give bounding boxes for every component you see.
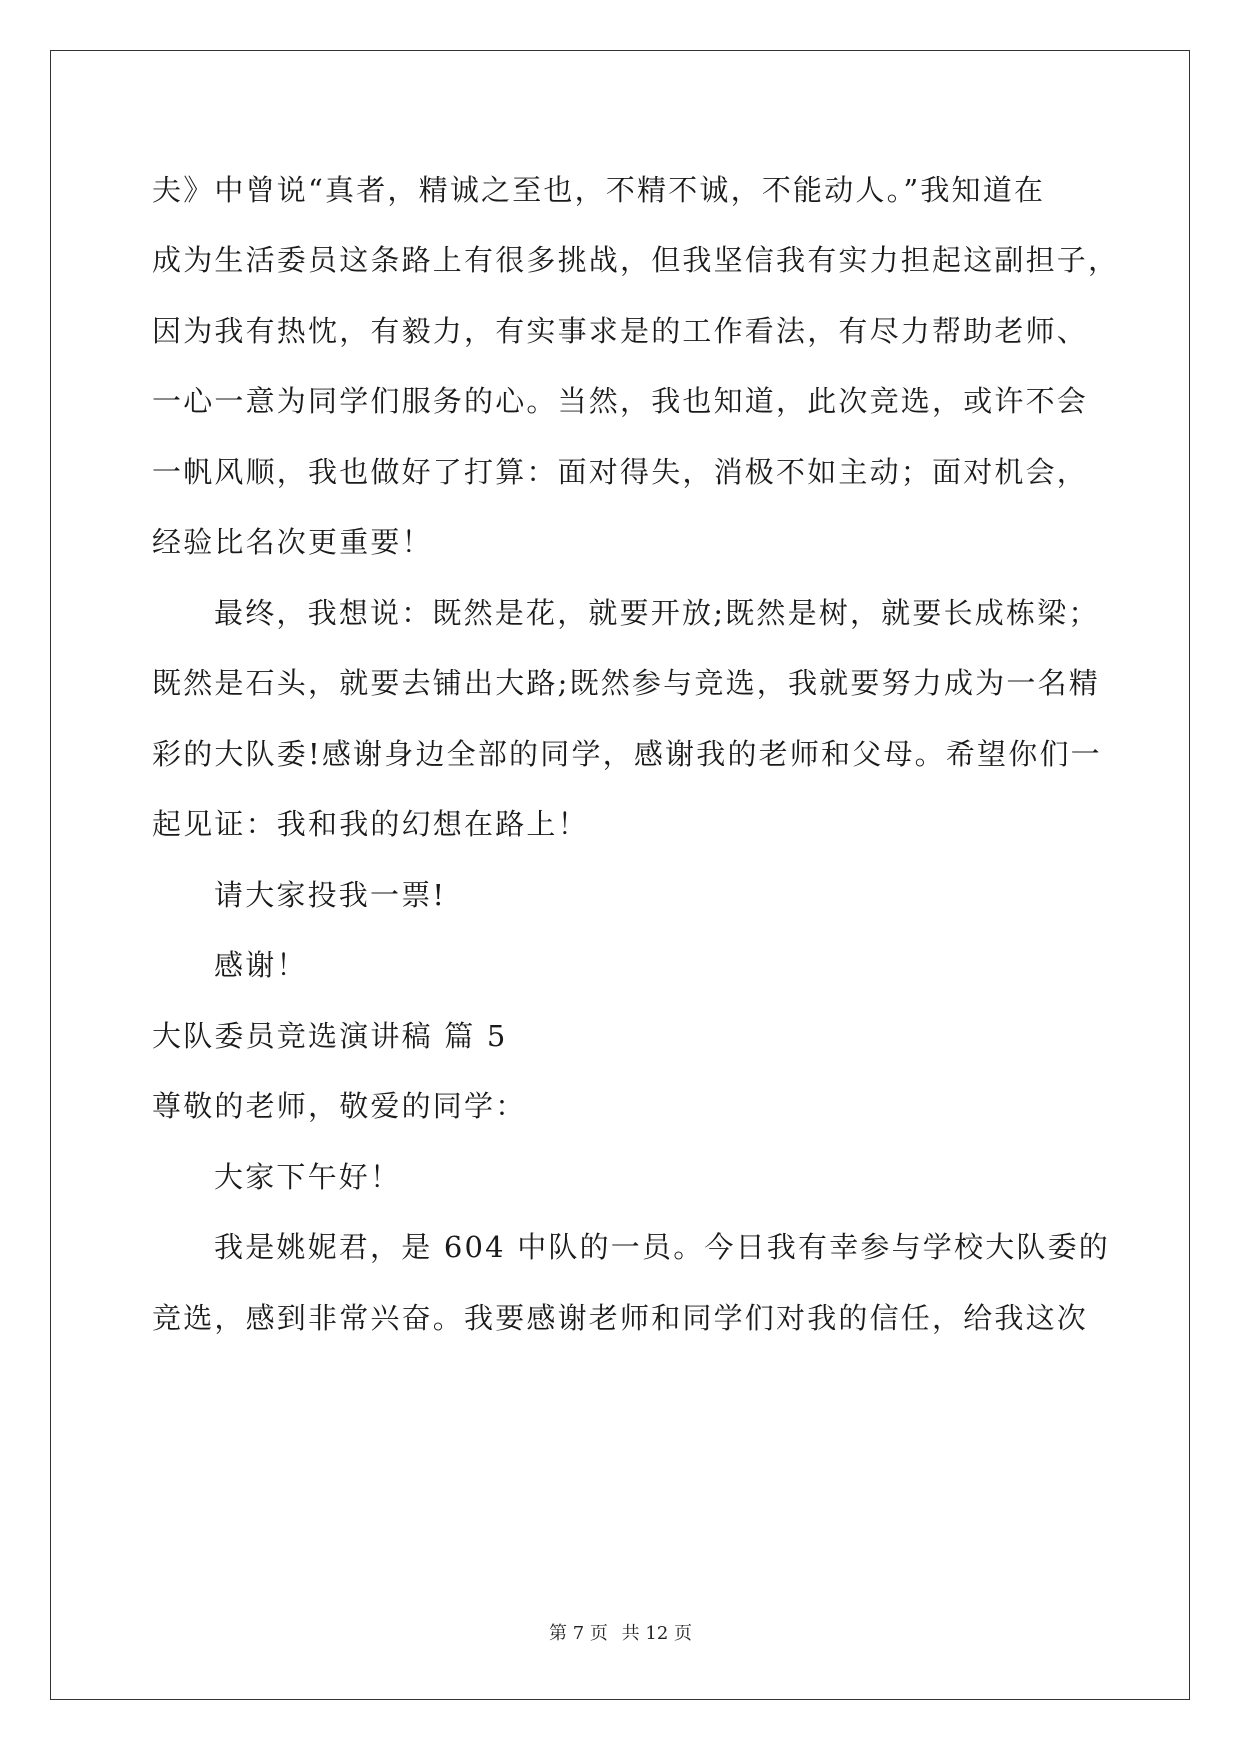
salutation: 尊敬的老师，敬爱的同学：	[152, 1089, 527, 1123]
greeting: 大家下午好！	[214, 1160, 402, 1194]
text-line: 成为生活委员这条路上有很多挑战，但我坚信我有实力担起这副担子，	[152, 243, 1120, 277]
text-line: 因为我有热忱，有毅力，有实事求是的工作看法，有尽力帮助老师、	[152, 314, 1089, 348]
text-line: 既然是石头，就要去铺出大路;既然参与竞选，我就要努力成为一名精	[152, 666, 1100, 700]
text-line: 一心一意为同学们服务的心。当然，我也知道，此次竞选，或许不会	[152, 384, 1089, 418]
text-line: 起见证：我和我的幻想在路上！	[152, 807, 589, 841]
text-line: 竞选，感到非常兴奋。我要感谢老师和同学们对我的信任，给我这次	[152, 1301, 1089, 1335]
section-heading: 大队委员竞选演讲稿 篇 5	[152, 1019, 508, 1053]
text-line: 经验比名次更重要！	[152, 525, 433, 559]
text-line: 请大家投我一票!	[214, 878, 447, 912]
text-line: 感谢！	[214, 948, 308, 982]
page-number: 第 7 页	[549, 1623, 608, 1644]
page-footer	[0, 1622, 1241, 1646]
page-total: 共 12 页	[621, 1623, 692, 1644]
text-line: 最终，我想说：既然是花，就要开放;既然是树，就要长成栋梁；	[214, 596, 1100, 630]
text-line: 一帆风顺，我也做好了打算：面对得失，消极不如主动；面对机会，	[152, 455, 1089, 489]
text-line: 夫》中曾说“真者，精诚之至也，不精不诚，不能动人。”我知道在	[152, 173, 1046, 207]
text-line: 我是姚妮君，是 604 中队的一员。今日我有幸参与学校大队委的	[214, 1230, 1110, 1264]
text-line: 彩的大队委!感谢身边全部的同学，感谢我的老师和父母。希望你们一	[152, 737, 1102, 771]
